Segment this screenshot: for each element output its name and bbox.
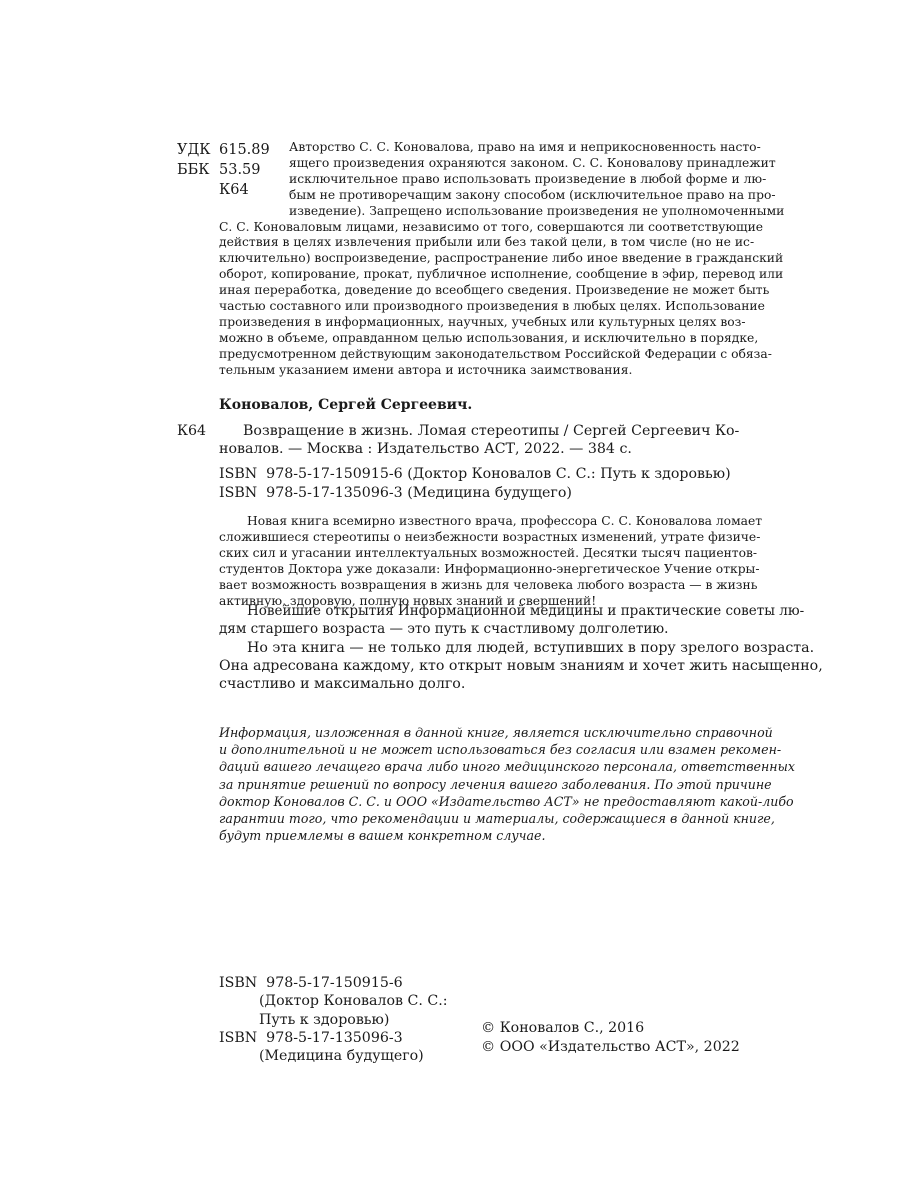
notice-line: ключительно) воспроизведение, распространение либо иное введение в гражданский xyxy=(219,251,784,266)
annotation-line: дям старшего возраста — это путь к счастливому долголетию. xyxy=(219,621,669,637)
annotation-continued xyxy=(219,602,823,693)
disclaimer-line: за принятие решений по вопросу лечения вашего заболевания. По этой причине xyxy=(219,776,772,792)
notice-line: ящего произведения охраняются законом. С. С. Коновалову принадлежит xyxy=(289,155,776,170)
annotation-line: ских сил и угасании интеллектуальных возможностей. Десятки тысяч пациентов- xyxy=(219,545,758,560)
notice-line: оборот, копирование, прокат, публичное исполнение, сообщение в эфир, перевод или xyxy=(219,267,784,282)
footer-isbn-block xyxy=(219,974,448,1065)
notice-line: можно в объеме, оправданном целью использования, и исключительно в порядке, xyxy=(219,330,759,345)
footer-isbn-1-series-cont: Путь к здоровью) xyxy=(259,1011,390,1028)
annotation-line: счастливо и максимально долго. xyxy=(219,676,466,692)
disclaimer-line: будут приемлемы в вашем конкретном случае. xyxy=(219,828,546,844)
notice-line: предусмотренном действующим законодательством Российской Федерации с обяза- xyxy=(219,346,772,361)
disclaimer-line: и дополнительной и не может использоваться без согласия или взамен рекомен- xyxy=(219,742,782,758)
bbk-label: ББК xyxy=(177,162,210,178)
disclaimer-line: доктор Коновалов С. С. и ООО «Издательство АСТ» не предоставляют какой-либо xyxy=(219,793,794,809)
isbn-line: ISBN 978-5-17-135096-3 (Медицина будущего) xyxy=(219,485,572,501)
annotation-line: студентов Доктора уже доказали: Информационно-энергетическое Учение откры- xyxy=(219,561,760,576)
notice-line: частью составного или производного произведения в любых целях. Использование xyxy=(219,299,765,314)
footer-isbn-1: ISBN 978-5-17-150915-6 xyxy=(219,975,403,991)
annotation xyxy=(219,514,763,609)
copyright-notice-narrow xyxy=(289,140,785,220)
notice-line: изведение). Запрещено использование произведения не уполномоченными xyxy=(289,203,785,218)
catalog-isbn-list xyxy=(219,465,731,503)
disclaimer-line: Информация, изложенная в данной книге, является исключительно справочной xyxy=(219,725,773,740)
footer-copyrights xyxy=(481,1019,740,1056)
title-line: Возвращение в жизнь. Ломая стереотипы / Сергей Сергеевич Ко- xyxy=(243,423,740,439)
annotation-line: сложившиеся стереотипы о неизбежности возрастных изменений, утрате физиче- xyxy=(219,529,761,544)
copyright-author: © Коновалов С., 2016 xyxy=(481,1020,645,1036)
disclaimer xyxy=(219,724,795,844)
catalog-mark: К64 xyxy=(177,423,207,439)
notice-line: Авторство С. С. Коновалова, право на имя и неприкосновенность насто- xyxy=(289,140,761,154)
footer-isbn-2: ISBN 978-5-17-135096-3 xyxy=(219,1029,403,1046)
notice-line: С. С. Коноваловым лицами, независимо от того, совершаются ли соответствующие xyxy=(219,219,764,234)
classification-codes xyxy=(177,140,270,200)
notice-line: исключительное право использовать произведение в любой форме и лю- xyxy=(289,171,767,186)
copyright-publisher: © ООО «Издательство АСТ», 2022 xyxy=(481,1038,740,1055)
catalog-title-line1 xyxy=(243,422,740,440)
annotation-line: Она адресована каждому, кто открыт новым знаниям и хочет жить насыщенно, xyxy=(219,658,823,674)
bbk-row xyxy=(177,160,270,180)
disclaimer-line: даций вашего лечащего врача либо иного медицинского персонала, ответственных xyxy=(219,759,795,775)
title-line: новалов. — Москва : Издательство АСТ, 2022. — 384 с. xyxy=(219,441,632,457)
isbn-line: ISBN 978-5-17-150915-6 (Доктор Коновалов С. С.: Путь к здоровью) xyxy=(219,466,731,482)
notice-line: действия в целях извлечения прибыли или без такой цели, в том числе (но не ис- xyxy=(219,235,755,250)
notice-line: произведения в информационных, научных, учебных или культурных целях воз- xyxy=(219,314,746,329)
annotation-line: активную, здоровую, полную новых знаний и свершений! xyxy=(219,593,597,608)
udk-row xyxy=(177,140,270,160)
author-mark-code: К64 xyxy=(219,182,249,198)
annotation-line: Новейшие открытия Информационной медицины и практические советы лю- xyxy=(247,603,805,619)
notice-line: иная переработка, доведение до всеобщего сведения. Произведение не может быть xyxy=(219,283,770,298)
bbk-value: 53.59 xyxy=(219,162,261,178)
copyright-notice-wide xyxy=(219,219,784,379)
catalog-title-line2 xyxy=(219,440,689,458)
footer-isbn-2-series: (Медицина будущего) xyxy=(259,1048,424,1065)
author-heading: Коновалов, Сергей Сергеевич. xyxy=(219,397,473,413)
disclaimer-line: гарантии того, что рекомендации и материалы, содержащиеся в данной книге, xyxy=(219,811,775,827)
notice-line: бым не противоречащим закону способом (исключительное право на про- xyxy=(289,187,776,202)
notice-line: тельным указанием имени автора и источника заимствования. xyxy=(219,362,633,377)
udk-value: 615.89 xyxy=(219,142,270,158)
annotation-line: Но эта книга — не только для людей, вступивших в пору зрелого возраста. xyxy=(247,640,815,656)
annotation-line: вает возможность возвращения в жизнь для человека любого возраста — в жизнь xyxy=(219,577,758,592)
footer-isbn-1-series: (Доктор Коновалов С. С.: xyxy=(259,993,448,1010)
udk-label: УДК xyxy=(177,142,211,158)
annotation-line: Новая книга всемирно известного врача, профессора С. С. Коновалова ломает xyxy=(247,514,763,528)
